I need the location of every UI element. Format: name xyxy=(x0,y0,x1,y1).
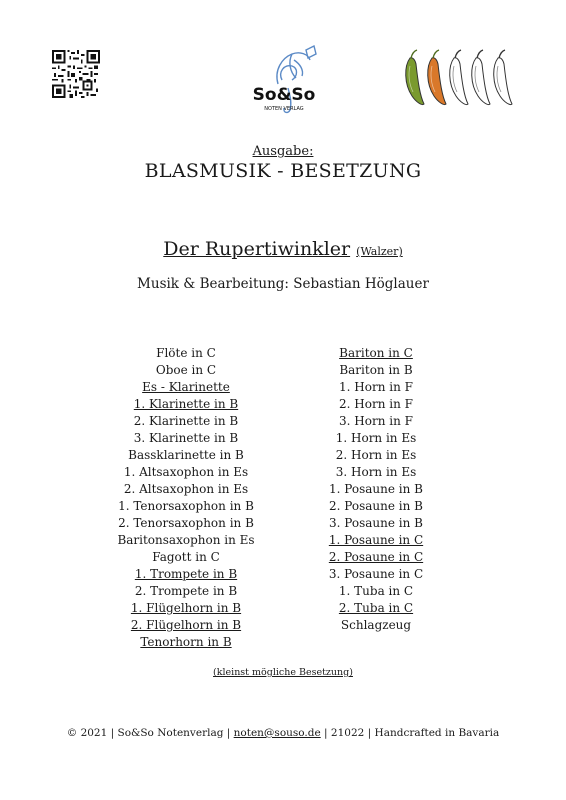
part-item xyxy=(86,617,286,634)
footer-info: | 21022 | Handcrafted in Bavaria xyxy=(320,727,500,739)
part-name: 1. Horn in Es xyxy=(335,431,417,445)
part-name: 1. Klarinette in B xyxy=(133,397,239,411)
part-item xyxy=(276,345,476,362)
part-name: 3. Horn in F xyxy=(339,414,413,428)
part-item xyxy=(86,345,286,362)
pepper-icon xyxy=(494,50,512,105)
part-item xyxy=(276,498,476,515)
part-name: Flöte in C xyxy=(156,346,216,360)
part-item xyxy=(86,413,286,430)
part-name: Es - Klarinette xyxy=(142,380,230,394)
part-name: 3. Posaune in B xyxy=(329,516,423,530)
part-item xyxy=(86,600,286,617)
part-item xyxy=(276,379,476,396)
part-name: 2. Horn in F xyxy=(339,397,413,411)
part-item xyxy=(276,549,476,566)
part-name: 3. Horn in Es xyxy=(335,465,417,479)
part-item xyxy=(86,464,286,481)
part-name: 1. Tenorsaxophon in B xyxy=(118,499,254,513)
part-name: 1. Posaune in C xyxy=(328,533,424,547)
part-item xyxy=(276,481,476,498)
parts-list-right xyxy=(276,345,476,634)
piece-subtitle: (Walzer) xyxy=(356,245,403,258)
part-item xyxy=(276,532,476,549)
logo-text: So&So xyxy=(252,85,316,105)
part-name: 2. Tuba in C xyxy=(338,601,414,615)
piece-heading xyxy=(0,238,566,260)
part-item xyxy=(276,464,476,481)
pepper-icon xyxy=(428,50,446,105)
part-name: 2. Posaune in B xyxy=(329,499,423,513)
footer-copyright: © 2021 | So&So Notenverlag | xyxy=(66,727,234,739)
part-item xyxy=(86,430,286,447)
edition-title: BLASMUSIK - BESETZUNG xyxy=(144,160,422,182)
part-item xyxy=(276,362,476,379)
part-name: 2. Klarinette in B xyxy=(133,414,239,428)
part-item xyxy=(276,583,476,600)
part-item xyxy=(276,566,476,583)
part-name: Baritonsaxophon in Es xyxy=(117,533,255,547)
part-item xyxy=(276,617,476,634)
part-item xyxy=(86,481,286,498)
part-name: Bariton in C xyxy=(339,346,413,360)
part-item xyxy=(86,498,286,515)
part-item xyxy=(86,362,286,379)
publisher-logo xyxy=(248,40,320,120)
parts-list-left xyxy=(86,345,286,651)
piece-credit: Musik & Bearbeitung: Sebastian Höglauer xyxy=(137,276,429,292)
part-name: 2. Tenorsaxophon in B xyxy=(118,516,254,530)
pepper-icon xyxy=(406,50,424,105)
part-name: Bassklarinette in B xyxy=(128,448,244,462)
part-item xyxy=(276,447,476,464)
footer xyxy=(0,727,566,739)
minimum-instrumentation-note: (kleinst mögliche Besetzung) xyxy=(213,667,353,678)
part-name: 2. Flügelhorn in B xyxy=(130,618,242,632)
part-item xyxy=(86,447,286,464)
part-name: 2. Horn in Es xyxy=(335,448,417,462)
part-item xyxy=(86,396,286,413)
logo-subtext: NOTEN VERLAG xyxy=(264,106,304,112)
part-name: 1. Trompete in B xyxy=(134,567,238,581)
difficulty-peppers xyxy=(398,48,514,108)
part-item xyxy=(86,532,286,549)
part-name: Oboe in C xyxy=(155,363,217,377)
part-item xyxy=(86,583,286,600)
pepper-icon xyxy=(450,50,468,105)
part-name: Tenorhorn in B xyxy=(140,635,232,649)
part-name: 1. Horn in F xyxy=(339,380,413,394)
part-item xyxy=(276,413,476,430)
part-name: 1. Flügelhorn in B xyxy=(130,601,242,615)
part-name: 2. Altsaxophon in Es xyxy=(123,482,249,496)
part-name: Bariton in B xyxy=(339,363,413,377)
part-name: 1. Altsaxophon in Es xyxy=(123,465,249,479)
part-name: 2. Posaune in C xyxy=(328,550,424,564)
part-name: 3. Posaune in C xyxy=(328,567,424,581)
pepper-icon xyxy=(472,50,490,105)
part-item xyxy=(86,634,286,651)
part-name: 3. Klarinette in B xyxy=(133,431,239,445)
piece-title: Der Rupertiwinkler xyxy=(163,238,351,260)
part-item xyxy=(86,549,286,566)
part-item xyxy=(276,515,476,532)
part-name: Schlagzeug xyxy=(340,618,412,632)
qr-code xyxy=(52,50,100,98)
logo-graphic xyxy=(248,40,320,120)
edition-label: Ausgabe: xyxy=(252,144,314,159)
part-name: 2. Trompete in B xyxy=(134,584,238,598)
part-item xyxy=(86,566,286,583)
part-name: 1. Tuba in C xyxy=(338,584,414,598)
footer-email-link[interactable]: noten@souso.de xyxy=(233,727,321,739)
part-item xyxy=(276,600,476,617)
part-item xyxy=(276,430,476,447)
part-name: Fagott in C xyxy=(152,550,220,564)
part-name: 1. Posaune in B xyxy=(329,482,423,496)
part-item xyxy=(86,515,286,532)
part-item xyxy=(276,396,476,413)
part-item xyxy=(86,379,286,396)
